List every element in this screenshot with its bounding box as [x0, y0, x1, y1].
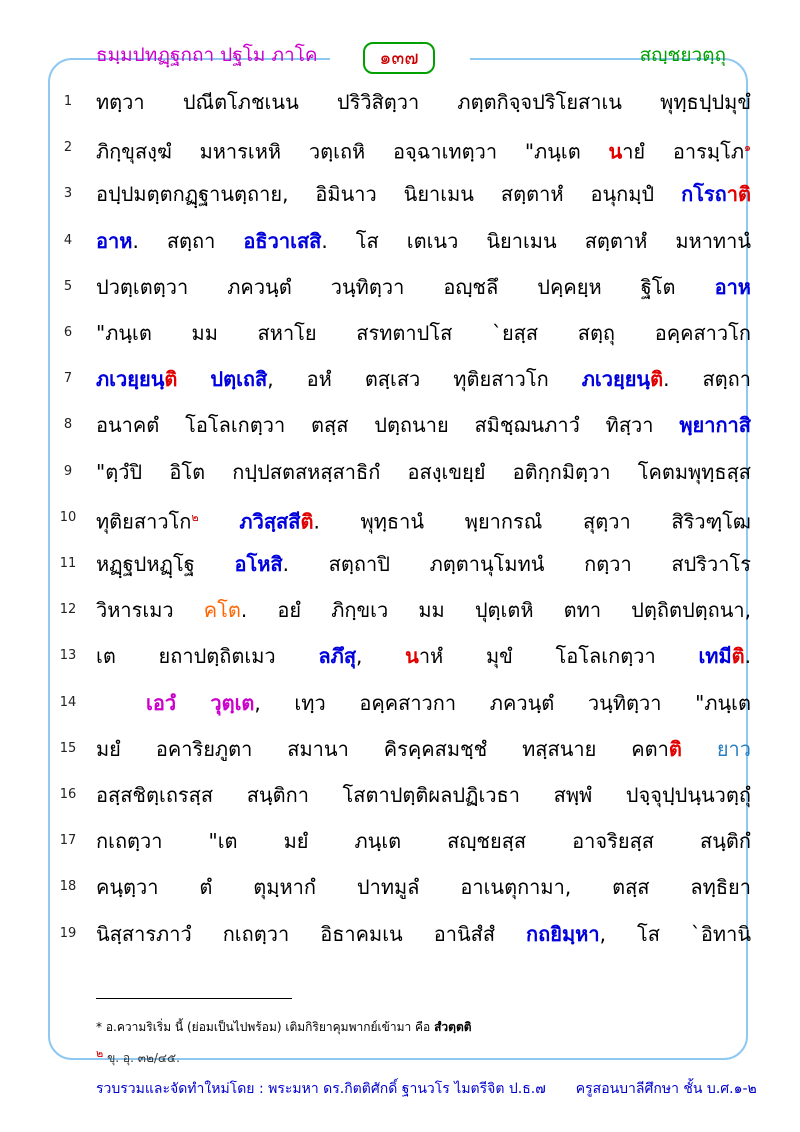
- text-segment: "ตฺวํปิ อิโต กปฺปสตสหสฺสาธิกํ อสงฺเขยฺยํ อติกฺกมิตฺวา โคตมพุทฺธสฺส: [96, 459, 751, 484]
- text-segment: อธิวาเสสิ: [243, 228, 322, 253]
- footnote-1: [96, 1018, 472, 1037]
- line-text: [96, 452, 751, 492]
- text-line: [0, 867, 800, 907]
- footnote-ref: ๒: [191, 510, 199, 524]
- text-segment: [177, 367, 210, 391]
- line-number: 11: [59, 556, 77, 571]
- text-segment: ติ: [650, 367, 664, 392]
- footnote-1-bold: สํวตฺตติ: [434, 1020, 472, 1034]
- line-number: 9: [63, 463, 73, 479]
- text-segment: เทมี: [698, 644, 732, 669]
- line-number: 18: [59, 879, 77, 895]
- line-number: 8: [63, 417, 73, 433]
- text-segment: คนฺตฺวา ตํ ตุมฺหากํ ปาทมูลํ อาเนตุกามา, ตสฺส ลทฺธิยา: [96, 875, 751, 900]
- line-text: [96, 729, 751, 769]
- text-segment: วิหารเมว: [96, 598, 204, 623]
- text-line: [0, 821, 800, 861]
- text-line: [0, 452, 800, 492]
- text-line: [0, 405, 800, 445]
- text-segment: [682, 737, 717, 761]
- text-segment: อสฺสชิตฺเถรสฺส สนฺติกา โสตาปตฺติผลปฏิเวธา สพฺพํ ปจฺจุปฺปนฺนวตฺถุํ: [96, 783, 751, 807]
- text-segment: าหํ มุขํ โอโลเกตฺวา: [418, 644, 699, 669]
- line-number: 2: [63, 140, 73, 156]
- line-text: [96, 636, 751, 676]
- line-text: [96, 867, 751, 907]
- text-segment: นิสฺสารภาวํ กเถตฺวา อิธาคมเน อานิสํสํ: [96, 921, 527, 946]
- line-text: [96, 174, 751, 214]
- line-number: 10: [59, 509, 77, 525]
- text-line: [0, 359, 800, 399]
- text-segment: ยาว: [716, 736, 752, 761]
- line-text: [96, 544, 751, 584]
- text-line: [0, 128, 800, 168]
- line-text: [96, 590, 751, 630]
- footnote-ref: ๑: [744, 141, 751, 155]
- line-number: 15: [59, 740, 77, 756]
- text-line: [0, 636, 800, 676]
- text-line: [0, 313, 800, 353]
- line-number: 12: [59, 602, 77, 618]
- line-text: [146, 683, 751, 723]
- text-segment: ลภึสุ: [318, 644, 357, 669]
- text-segment: , โส `อิทานิ: [599, 921, 751, 946]
- text-segment: , อหํ ตสฺเสว ทุติยสาวโก: [267, 367, 582, 392]
- text-segment: ทุติยสาวโก: [96, 509, 192, 534]
- text-segment: "ภนฺเต มม สหาโย สรทตาปโส `ยสฺส สตฺถุ อคฺคสาวโก: [96, 321, 751, 345]
- footnote-divider: [96, 998, 292, 999]
- line-number: 1: [63, 94, 73, 109]
- text-segment: . โส เตเนว นิยาเมน สตฺตาหํ มหาทานํ: [321, 228, 752, 253]
- footnote-2-mark: ๒: [96, 1047, 104, 1060]
- text-segment: . สตฺถา: [663, 367, 752, 392]
- text-line: [0, 221, 800, 261]
- text-segment: กเถตฺวา "เต มยํ ภนฺเต สญฺชยสฺส อาจริยสฺส สนฺติกํ: [96, 829, 751, 854]
- text-segment: ทตฺวา ปณีตโภชเนน ปริวิสิตฺวา ภตฺตกิจฺจปริโยสาเน พุทฺธปฺปมุขํ: [96, 90, 751, 114]
- line-text: [96, 775, 751, 815]
- line-text: [96, 821, 751, 861]
- text-line: [0, 775, 800, 815]
- text-segment: [199, 509, 240, 533]
- text-segment: . สตฺถา: [132, 228, 244, 253]
- footer-author: รวบรวมและจัดทำใหม่โดย : พระมหา ดร.กิตติศักดิ์ ฐานวโร ไมตรีจิต ป.ธ.๗: [96, 1081, 546, 1097]
- text-segment: ติ: [668, 736, 682, 761]
- line-text: [96, 914, 751, 954]
- text-line: [0, 683, 800, 723]
- text-line: [0, 174, 800, 214]
- text-segment: ,: [356, 644, 406, 669]
- line-text: [96, 359, 751, 399]
- line-text: [96, 405, 751, 445]
- footnote-1-text: อ.ความริเริ่ม นี้ (ย่อมเป็นไปพร้อม) เติมกิริยาคุมพากย์เข้ามา คือ: [102, 1020, 435, 1034]
- line-number: 13: [59, 648, 77, 664]
- text-segment: ติ: [731, 644, 745, 669]
- page-footer: [96, 1078, 757, 1100]
- text-segment: อนาคตํ โอโลเกตฺวา ตสฺส ปตฺถนาย สมิชฺฌนภาวํ ทิสฺวา: [96, 413, 680, 438]
- text-line: [0, 729, 800, 769]
- text-line: [0, 590, 800, 630]
- text-segment: . สตฺถาปิ ภตฺตานุโมทนํ กตฺวา สปริวาโร: [282, 552, 751, 576]
- text-segment: ภิกฺขุสงฺฆํ มหารเหหิ วตฺเถหิ อจฺฉาเทตฺวา "ภนฺเต: [96, 139, 609, 164]
- line-number: 7: [63, 371, 73, 387]
- line-number: 5: [63, 278, 73, 294]
- text-segment: ปตฺเถสิ: [210, 367, 268, 392]
- text-segment: ภเวยฺยนฺ: [96, 367, 165, 392]
- text-segment: อปฺปมตฺตกฏฺฐานตฺถาย, อิมินาว นิยาเมน สตฺตาหํ อนุกมฺปํ: [96, 182, 682, 207]
- text-segment: คโต: [203, 598, 241, 623]
- footnote-2-text: ขุ. อุ. ๓๒/๔๕.: [103, 1051, 180, 1065]
- line-text: [96, 82, 751, 122]
- page-number-badge: ๑๓๗: [363, 42, 435, 74]
- footer-course: ครูสอนบาลีศึกษา ชั้น บ.ศ.๑-๒: [575, 1081, 757, 1097]
- line-text: [96, 267, 751, 307]
- text-segment: . พุทฺธานํ พฺยากรณํ สุตฺวา สิริวฑฺโฒ: [313, 509, 751, 534]
- text-segment: .: [744, 644, 751, 669]
- text-line: [0, 498, 800, 538]
- text-segment: . อยํ ภิกฺขเว มม ปุตฺเตหิ ตทา ปตฺถิตปตฺถนา,: [240, 598, 752, 623]
- text-line: [0, 82, 800, 122]
- text-segment: อโหสิ: [234, 552, 283, 576]
- line-number: 6: [63, 325, 73, 340]
- line-number: 17: [59, 833, 77, 849]
- line-number: 19: [59, 925, 77, 941]
- text-segment: อาห: [96, 228, 133, 253]
- text-segment: ติ: [164, 367, 178, 392]
- text-segment: ภเวยฺยนฺ: [581, 367, 651, 392]
- text-segment: น: [405, 644, 419, 669]
- footnote-2: [96, 1044, 180, 1068]
- text-segment: ภวิสฺสสี: [239, 509, 301, 534]
- text-segment: เต ยถาปตฺถิตเมว: [96, 644, 319, 669]
- line-text: [96, 313, 751, 353]
- header-story-title: สญฺชยวตฺถุ: [639, 44, 726, 66]
- text-segment: ายํ อารมฺโภ: [622, 139, 745, 164]
- text-segment: เอวํ วุตฺเต: [146, 690, 255, 715]
- text-line: [0, 914, 800, 954]
- text-segment: ติ: [300, 509, 314, 534]
- line-number: 4: [63, 232, 73, 248]
- line-number: 16: [59, 787, 77, 802]
- text-segment: กโรถ: [681, 182, 727, 207]
- text-line: [0, 544, 800, 584]
- line-text: [96, 498, 751, 542]
- text-segment: อาห: [714, 274, 751, 299]
- line-text: [96, 221, 751, 261]
- text-segment: , เทฺว อคฺคสาวกา ภควนฺตํ วนฺทิตฺวา "ภนฺเต: [254, 690, 751, 715]
- line-text: [96, 128, 751, 172]
- text-segment: มยํ อคาริยภูตา สมานา คิรคฺคสมชฺชํ ทสฺสนาย คตา: [96, 736, 669, 761]
- line-number: 3: [63, 186, 73, 202]
- text-segment: หฏฺฐปหฏฺโฐ: [96, 552, 235, 576]
- text-segment: ปวตฺเตตฺวา ภควนฺตํ วนฺทิตฺวา อญฺชลึ ปคฺคยฺห ฐิโต: [96, 274, 715, 299]
- text-segment: พฺยากาสิ: [679, 413, 751, 438]
- header-book-title: ธมฺมปทฏฺฐกถา ปฐโม ภาโค: [96, 44, 318, 66]
- line-number: 14: [59, 694, 77, 710]
- footnote-1-mark: *: [96, 1020, 102, 1034]
- text-segment: าติ: [726, 182, 751, 207]
- text-line: [0, 267, 800, 307]
- text-segment: กถยิมฺหา: [526, 921, 600, 946]
- text-segment: น: [608, 139, 623, 164]
